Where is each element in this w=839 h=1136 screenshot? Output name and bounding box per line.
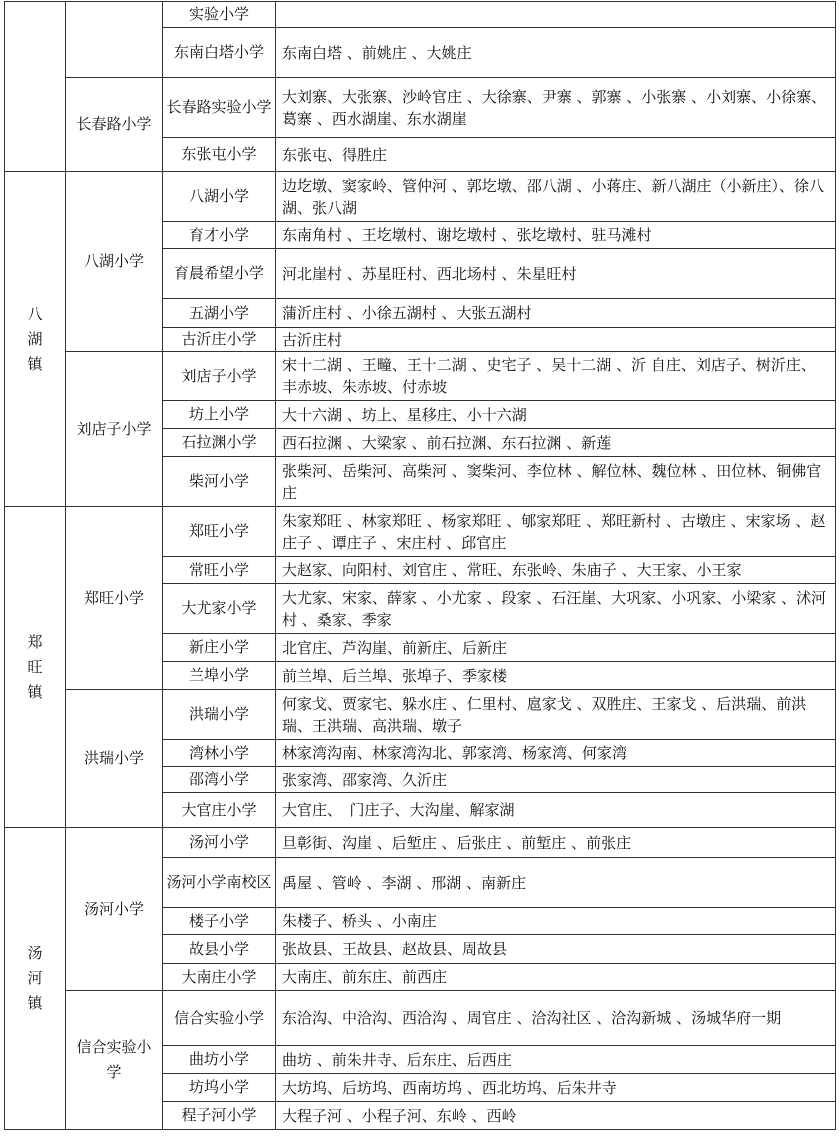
school-name: 新庄小学 [163,634,276,662]
town-cell [5,828,66,1130]
school-name: 育晨希望小学 [163,249,276,299]
school-name: 故县小学 [163,935,276,964]
school-name: 石拉渊小学 [163,429,276,457]
school-name: 曲坊小学 [163,1046,276,1074]
cluster-cell: 长春路小学 [66,78,163,172]
village-list: 张故县、王故县、赵故县、周故县 [276,935,836,964]
table-row [5,172,836,222]
village-list: 宋十二湖 、王疃、王十二湖 、史宅子 、吴十二湖 、沂 自庄、刘店子、树沂庄、丰赤坡、朱赤坡、付赤坡 [276,352,836,401]
village-list: 朱楼子、桥头 、小南庄 [276,908,836,935]
cluster-cell: 八湖小学 [66,172,163,352]
school-name: 柴河小学 [163,457,276,507]
school-name: 郑旺小学 [163,507,276,557]
school-name: 大尤家小学 [163,584,276,634]
school-name: 长春路实验小学 [163,78,276,138]
school-name: 汤河小学 [163,828,276,858]
village-list: 东洽沟、中洽沟、西洽沟 、周官庄 、洽沟社区 、洽沟新城 、汤城华府一期 [276,991,836,1046]
school-name: 大官庄小学 [163,793,276,828]
school-name: 刘店子小学 [163,352,276,401]
cluster-cell [66,2,163,78]
town-cell [5,507,66,828]
village-list: 张柴河、岳柴河、高柴河 、窦柴河、李位林 、解位林、魏位林 、田位林、铜佛官庄 [276,457,836,507]
cluster-cell: 刘店子小学 [66,352,163,507]
school-name: 程子河小学 [163,1102,276,1130]
school-name: 坊坞小学 [163,1074,276,1102]
village-list: 林家湾沟南、林家湾沟北、郭家湾、杨家湾、何家湾 [276,740,836,767]
village-list: 大刘寨、大张寨、沙岭官庄 、大徐寨、尹寨 、郭寨 、小张寨 、小刘寨、小徐寨、葛寨 、西水湖崖、东水湖崖 [276,78,836,138]
village-list: 古沂庄村 [276,328,836,352]
table-row [5,828,836,858]
school-name: 育才小学 [163,222,276,249]
school-name: 邵湾小学 [163,767,276,793]
village-list: 边圪墩、窦家岭、管仲河 、郭圪墩、邵八湖 、小蒋庄、新八湖庄（小新庄）、徐八湖、张八湖 [276,172,836,222]
village-list: 旦彰街、沟崖 、后堑庄 、后张庄 、前堑庄 、前张庄 [276,828,836,858]
school-name: 坊上小学 [163,401,276,429]
school-name: 五湖小学 [163,299,276,328]
town-cell [5,2,66,172]
table-row [5,690,836,740]
village-list: 大官庄、 门庄子、大沟崖、解家湖 [276,793,836,828]
school-name: 湾林小学 [163,740,276,767]
school-name: 常旺小学 [163,557,276,584]
school-name: 实验小学 [163,2,276,28]
cluster-cell: 郑旺小学 [66,507,163,690]
village-list: 东南角村 、王圪墩村、谢圪墩村 、张圪墩村、驻马滩村 [276,222,836,249]
cluster-cell: 洪瑞小学 [66,690,163,828]
village-list: 东张屯、得胜庄 [276,138,836,172]
village-list: 大尤家、宋家、薛家 、小尤家 、段家 、石汪崖、大巩家、小巩家、小梁家 、沭河村 、桑家、季家 [276,584,836,634]
school-name: 东南白塔小学 [163,28,276,78]
school-name: 楼子小学 [163,908,276,935]
school-name: 大南庄小学 [163,964,276,991]
village-list: 大程子河 、小程子河、东岭 、西岭 [276,1102,836,1130]
table-row [5,78,836,138]
village-list: 何家戈、贾家宅、躲水庄 、仁里村、扈家戈 、双胜庄、王家戈 、后洪瑞、前洪瑞、王洪瑞、高洪瑞、墩子 [276,690,836,740]
village-list: 大十六湖 、坊上、星移庄、小十六湖 [276,401,836,429]
village-list: 东南白塔 、前姚庄 、大姚庄 [276,28,836,78]
table-row [5,991,836,1046]
village-list: 曲坊 、前朱井寺、后东庄、后西庄 [276,1046,836,1074]
village-list: 西石拉渊 、大梁家 、前石拉渊、东石拉渊 、新莲 [276,429,836,457]
village-list: 大南庄、前东庄、前西庄 [276,964,836,991]
table-row [5,2,836,28]
town-name: 汤 河 镇 [27,944,43,1012]
town-name: 郑 旺 镇 [27,632,43,701]
village-list: 禹屋 、管岭 、李湖 、邢湖 、南新庄 [276,858,836,908]
school-district-table [4,1,836,1130]
village-list: 前兰埠、后兰埠、张埠子、季家楼 [276,662,836,690]
village-list: 河北崖村 、苏星旺村、西北场村 、朱星旺村 [276,249,836,299]
table-row [5,507,836,557]
town-cell [5,172,66,507]
school-name: 八湖小学 [163,172,276,222]
village-list: 北官庄、芦沟崖、前新庄、后新庄 [276,634,836,662]
village-list: 朱家郑旺 、林家郑旺 、杨家郑旺 、郇家郑旺 、郑旺新村 、古墩庄 、宋家场 、赵庄子 、谭庄子 、宋庄村 、邱官庄 [276,507,836,557]
cluster-cell: 汤河小学 [66,828,163,991]
school-name: 兰埠小学 [163,662,276,690]
village-list: 大赵家、向阳村、刘官庄 、常旺、东张岭、朱庙子 、大王家、小王家 [276,557,836,584]
town-name: 八 湖 镇 [27,304,43,373]
school-name: 古沂庄小学 [163,328,276,352]
school-name: 洪瑞小学 [163,690,276,740]
table-row [5,352,836,401]
school-name: 信合实验小学 [163,991,276,1046]
village-list: 蒲沂庄村 、小徐五湖村 、大张五湖村 [276,299,836,328]
cluster-cell: 信合实验小学 [66,991,163,1130]
school-name: 东张屯小学 [163,138,276,172]
village-list: 张家湾、邵家湾、久沂庄 [276,767,836,793]
village-list: 大坊坞、后坊坞、西南坊坞 、西北坊坞、后朱井寺 [276,1074,836,1102]
village-list [276,2,836,28]
school-name: 汤河小学南校区 [163,858,276,908]
